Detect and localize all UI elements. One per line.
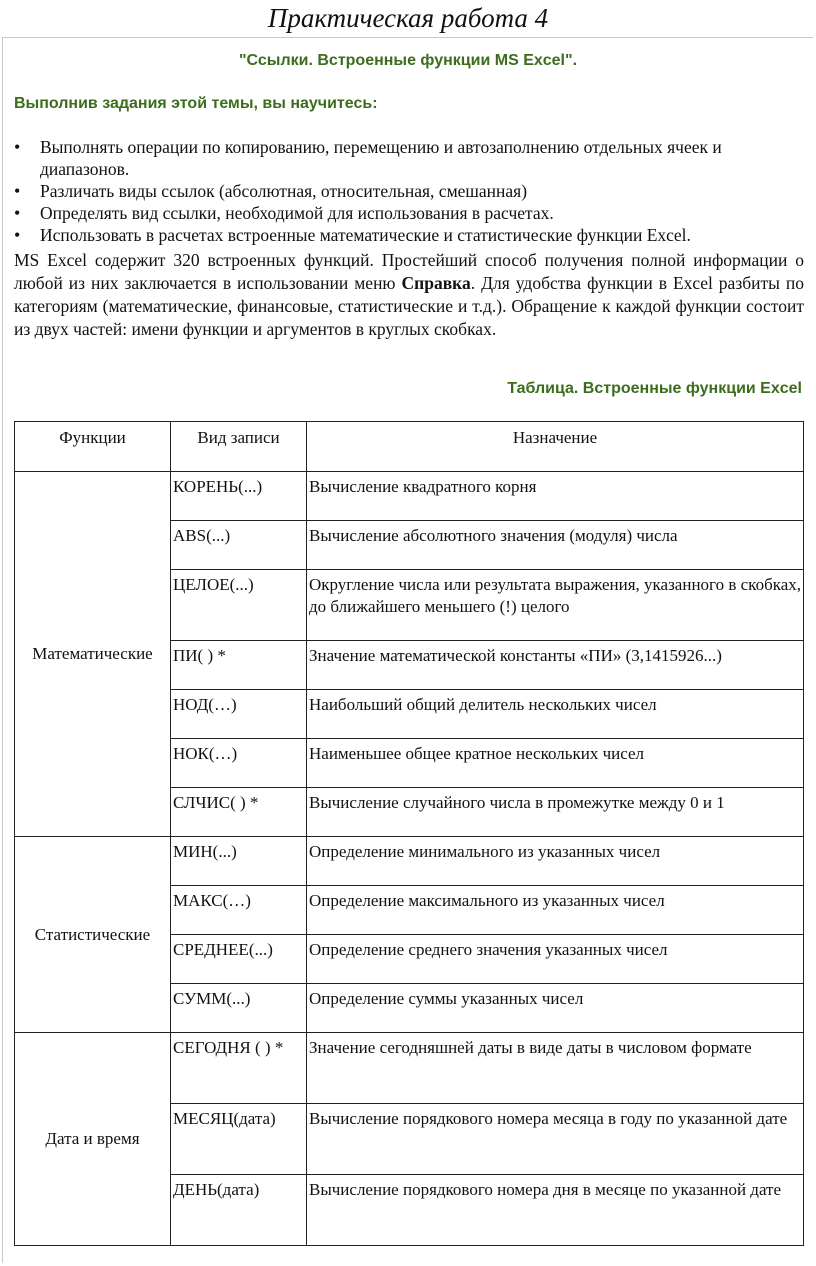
functions-table: [14, 421, 804, 1246]
table-row: [15, 472, 804, 521]
header-syntax: Вид записи: [171, 422, 307, 472]
header-purpose: Назначение: [307, 422, 804, 472]
purpose-cell: Значение математической константы «ПИ» (3,1415926...): [307, 641, 804, 690]
syntax-cell: ДЕНЬ(дата): [171, 1175, 307, 1246]
syntax-cell: МИН(...): [171, 837, 307, 886]
table-header-row: [15, 422, 804, 472]
syntax-cell: СЕГОДНЯ ( ) *: [171, 1033, 307, 1104]
paragraph-text-end: . Для удобства функции в Excel разбиты по категориям (математические, финансовые, статистические и т.д.). Обращение к каждой функции состоит из двух частей: имени функции и аргументов в круглых скобках.: [14, 273, 804, 339]
purpose-cell: Вычисление порядкового номера дня в месяце по указанной дате: [307, 1175, 804, 1246]
syntax-cell: ABS(...): [171, 521, 307, 570]
syntax-cell: СЛЧИС( ) *: [171, 788, 307, 837]
syntax-cell: НОК(…): [171, 739, 307, 788]
document-heading: "Ссылки. Встроенные функции MS Excel".: [238, 52, 578, 69]
purpose-cell: Наибольший общий делитель нескольких чисел: [307, 690, 804, 739]
purpose-cell: Вычисление квадратного корня: [307, 472, 804, 521]
paragraph-text: MS Excel содержит 320 встроенных функций. Простейший способ получения полной информации о любой из них заключается в использовании меню: [14, 250, 804, 293]
table-caption: Таблица. Встроенные функции Excel: [507, 380, 802, 397]
table-row: [15, 1033, 804, 1104]
page-title: Практическая работа 4: [267, 3, 549, 33]
syntax-cell: СУММ(...): [171, 984, 307, 1033]
goal-item: • Определять вид ссылки, необходимой для использования в расчетах.: [14, 202, 804, 224]
purpose-cell: Вычисление порядкового номера месяца в году по указанной дате: [307, 1104, 804, 1175]
goal-item: • Использовать в расчетах встроенные математические и статистические функции Excel.: [14, 224, 804, 246]
syntax-cell: КОРЕНЬ(...): [171, 472, 307, 521]
purpose-cell: Определение суммы указанных чисел: [307, 984, 804, 1033]
category-math: Математические: [15, 472, 171, 837]
purpose-cell: Определение минимального из указанных чисел: [307, 837, 804, 886]
category-datetime: Дата и время: [15, 1033, 171, 1246]
purpose-cell: Определение среднего значения указанных чисел: [307, 935, 804, 984]
intro-text: Выполнив задания этой темы, вы научитесь:: [14, 95, 378, 112]
table-row: [15, 837, 804, 886]
goals-list: [14, 136, 804, 246]
header-functions: Функции: [15, 422, 171, 472]
help-menu-term: Справка: [401, 273, 471, 293]
purpose-cell: Округление числа или результата выражения, указанного в скобках, до ближайшего меньшего (!) целого: [307, 570, 804, 641]
syntax-cell: МАКС(…): [171, 886, 307, 935]
purpose-cell: Вычисление абсолютного значения (модуля) числа: [307, 521, 804, 570]
goal-item: • Различать виды ссылок (абсолютная, относительная, смешанная): [14, 180, 804, 202]
syntax-cell: СРЕДНЕЕ(...): [171, 935, 307, 984]
goal-item: • Выполнять операции по копированию, перемещению и автозаполнению отдельных ячеек и диапазонов.: [14, 136, 804, 180]
syntax-cell: ЦЕЛОЕ(...): [171, 570, 307, 641]
purpose-cell: Значение сегодняшней даты в виде даты в числовом формате: [307, 1033, 804, 1104]
purpose-cell: Вычисление случайного числа в промежутке между 0 и 1: [307, 788, 804, 837]
syntax-cell: МЕСЯЦ(дата): [171, 1104, 307, 1175]
syntax-cell: ПИ( ) *: [171, 641, 307, 690]
syntax-cell: НОД(…): [171, 690, 307, 739]
purpose-cell: Определение максимального из указанных чисел: [307, 886, 804, 935]
description-paragraph: [14, 249, 804, 341]
category-stats: Статистические: [15, 837, 171, 1033]
purpose-cell: Наименьшее общее кратное нескольких чисел: [307, 739, 804, 788]
